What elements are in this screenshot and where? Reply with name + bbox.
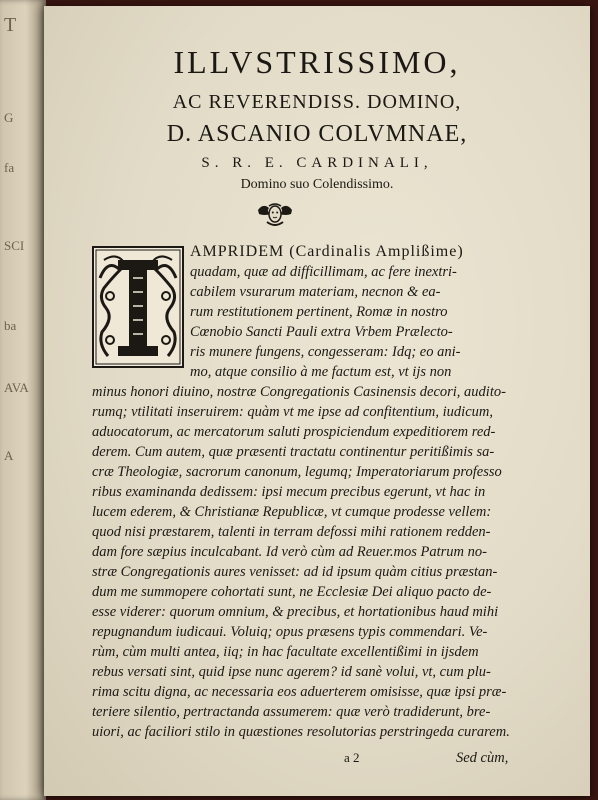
prev-page-fragment: SCI [4,238,25,253]
text-line: rumq; vtilitati inseruirem: quàm vt me ipse ad confitentium, iudicum, [92,404,493,420]
previous-page-edge [0,0,46,800]
text-line: uiori, ac faciliori stilo in quæstiones resolutorias perstringeda curarem. [92,724,510,740]
prev-page-fragment: fa [4,160,15,175]
heading-line-2: AC REVERENDISS. DOMINO, [172,91,462,113]
historiated-initial-icon [92,246,184,368]
opening-line: AMPRIDEM (Cardinalis Amplißime) [190,243,464,260]
text-line: derem. Cum autem, quæ præsenti tractatu continentur peritißimis sa- [92,444,495,460]
text-line: teriere silentio, pertractanda assumerem: quæ verò tradiderunt, bre- [92,704,491,720]
text-line: cræ Theologiæ, sacrorum canonum, legumq; Imperatoriarum professo [92,464,502,480]
heading-line-3: D. ASCANIO COLVMNAE, [166,121,468,147]
heading-line-1: ILLVSTRISSIMO, [173,44,461,80]
prev-page-fragment: ba [4,318,17,333]
text-line: esse viderer: quorum omnium, & precibus, et hortationibus haud mihi [92,604,499,620]
catchword: Sed cùm, [456,750,509,766]
heading-line-4: S. R. E. CARDINALI, [201,155,433,171]
text-line: minus honori diuino, nostræ Congregationis Casinensis decori, audito- [92,384,506,400]
prev-page-fragment: G [4,110,14,125]
cherub-head-icon [257,202,293,228]
text-line: stræ Congregationis aures venisset: ad id ipsum quàm citius præstan- [92,564,498,580]
text-line: dam fore sæpius inculcabant. Id verò cùm ad Reuer.mos Patrum no- [92,544,487,560]
text-line: quod nisi præstarem, talenti in terram defossi mihi rationem redden- [92,524,491,540]
text-line: ris munere fungens, congesseram: Idq; eo ani- [190,344,461,360]
text-line: Cœnobio Sancti Pauli extra Vrbem Prælecto- [190,324,453,340]
text-line: rum restitutionem pertinent, Romæ in nostro [190,304,448,320]
signature-mark: a 2 [344,750,360,765]
text-line: rima scitu digna, ac necessaria eos aduerterem omisisse, quæ ipsi præ- [92,684,507,700]
text-line: rùm, cùm multi antea, iiq; in hac facultate excellentißimi in ijsdem [92,644,479,660]
prev-page-fragment: T [4,14,17,36]
book-page [44,6,590,796]
heading-line-5: Domino suo Colendissimo. [240,177,394,192]
prev-page-fragment: AVA [4,380,29,395]
text-line: lucem ederem, & Christianæ Republicæ, vt cumque prodesse vellem: [92,504,492,520]
text-line: repugnandum iudicaui. Voluiq; opus præsens typis commendari. Ve- [92,624,488,640]
text-line: mo, atque consilio à me factum est, vt ijs non [190,364,452,380]
text-line: quadam, quæ ad difficillimam, ac fere inextri- [190,264,457,280]
text-line: dum me summopere cohortati sunt, ne Ecclesiæ Dei aliquo pacto de- [92,584,492,600]
prev-page-fragment: A [4,448,14,463]
text-line: rebus versati sint, quid ipse nunc agerem? id sanè volui, vt, cum plu- [92,664,491,680]
text-line: aduocatorum, ac mercatorum saluti prospiciendum expeditiorem red- [92,424,496,440]
text-line: ribus examinanda dedissem: ipsi mecum precibus egerunt, vt hac in [92,484,486,500]
text-line: cabilem vsurarum materiam, necnon & ea- [190,284,441,300]
